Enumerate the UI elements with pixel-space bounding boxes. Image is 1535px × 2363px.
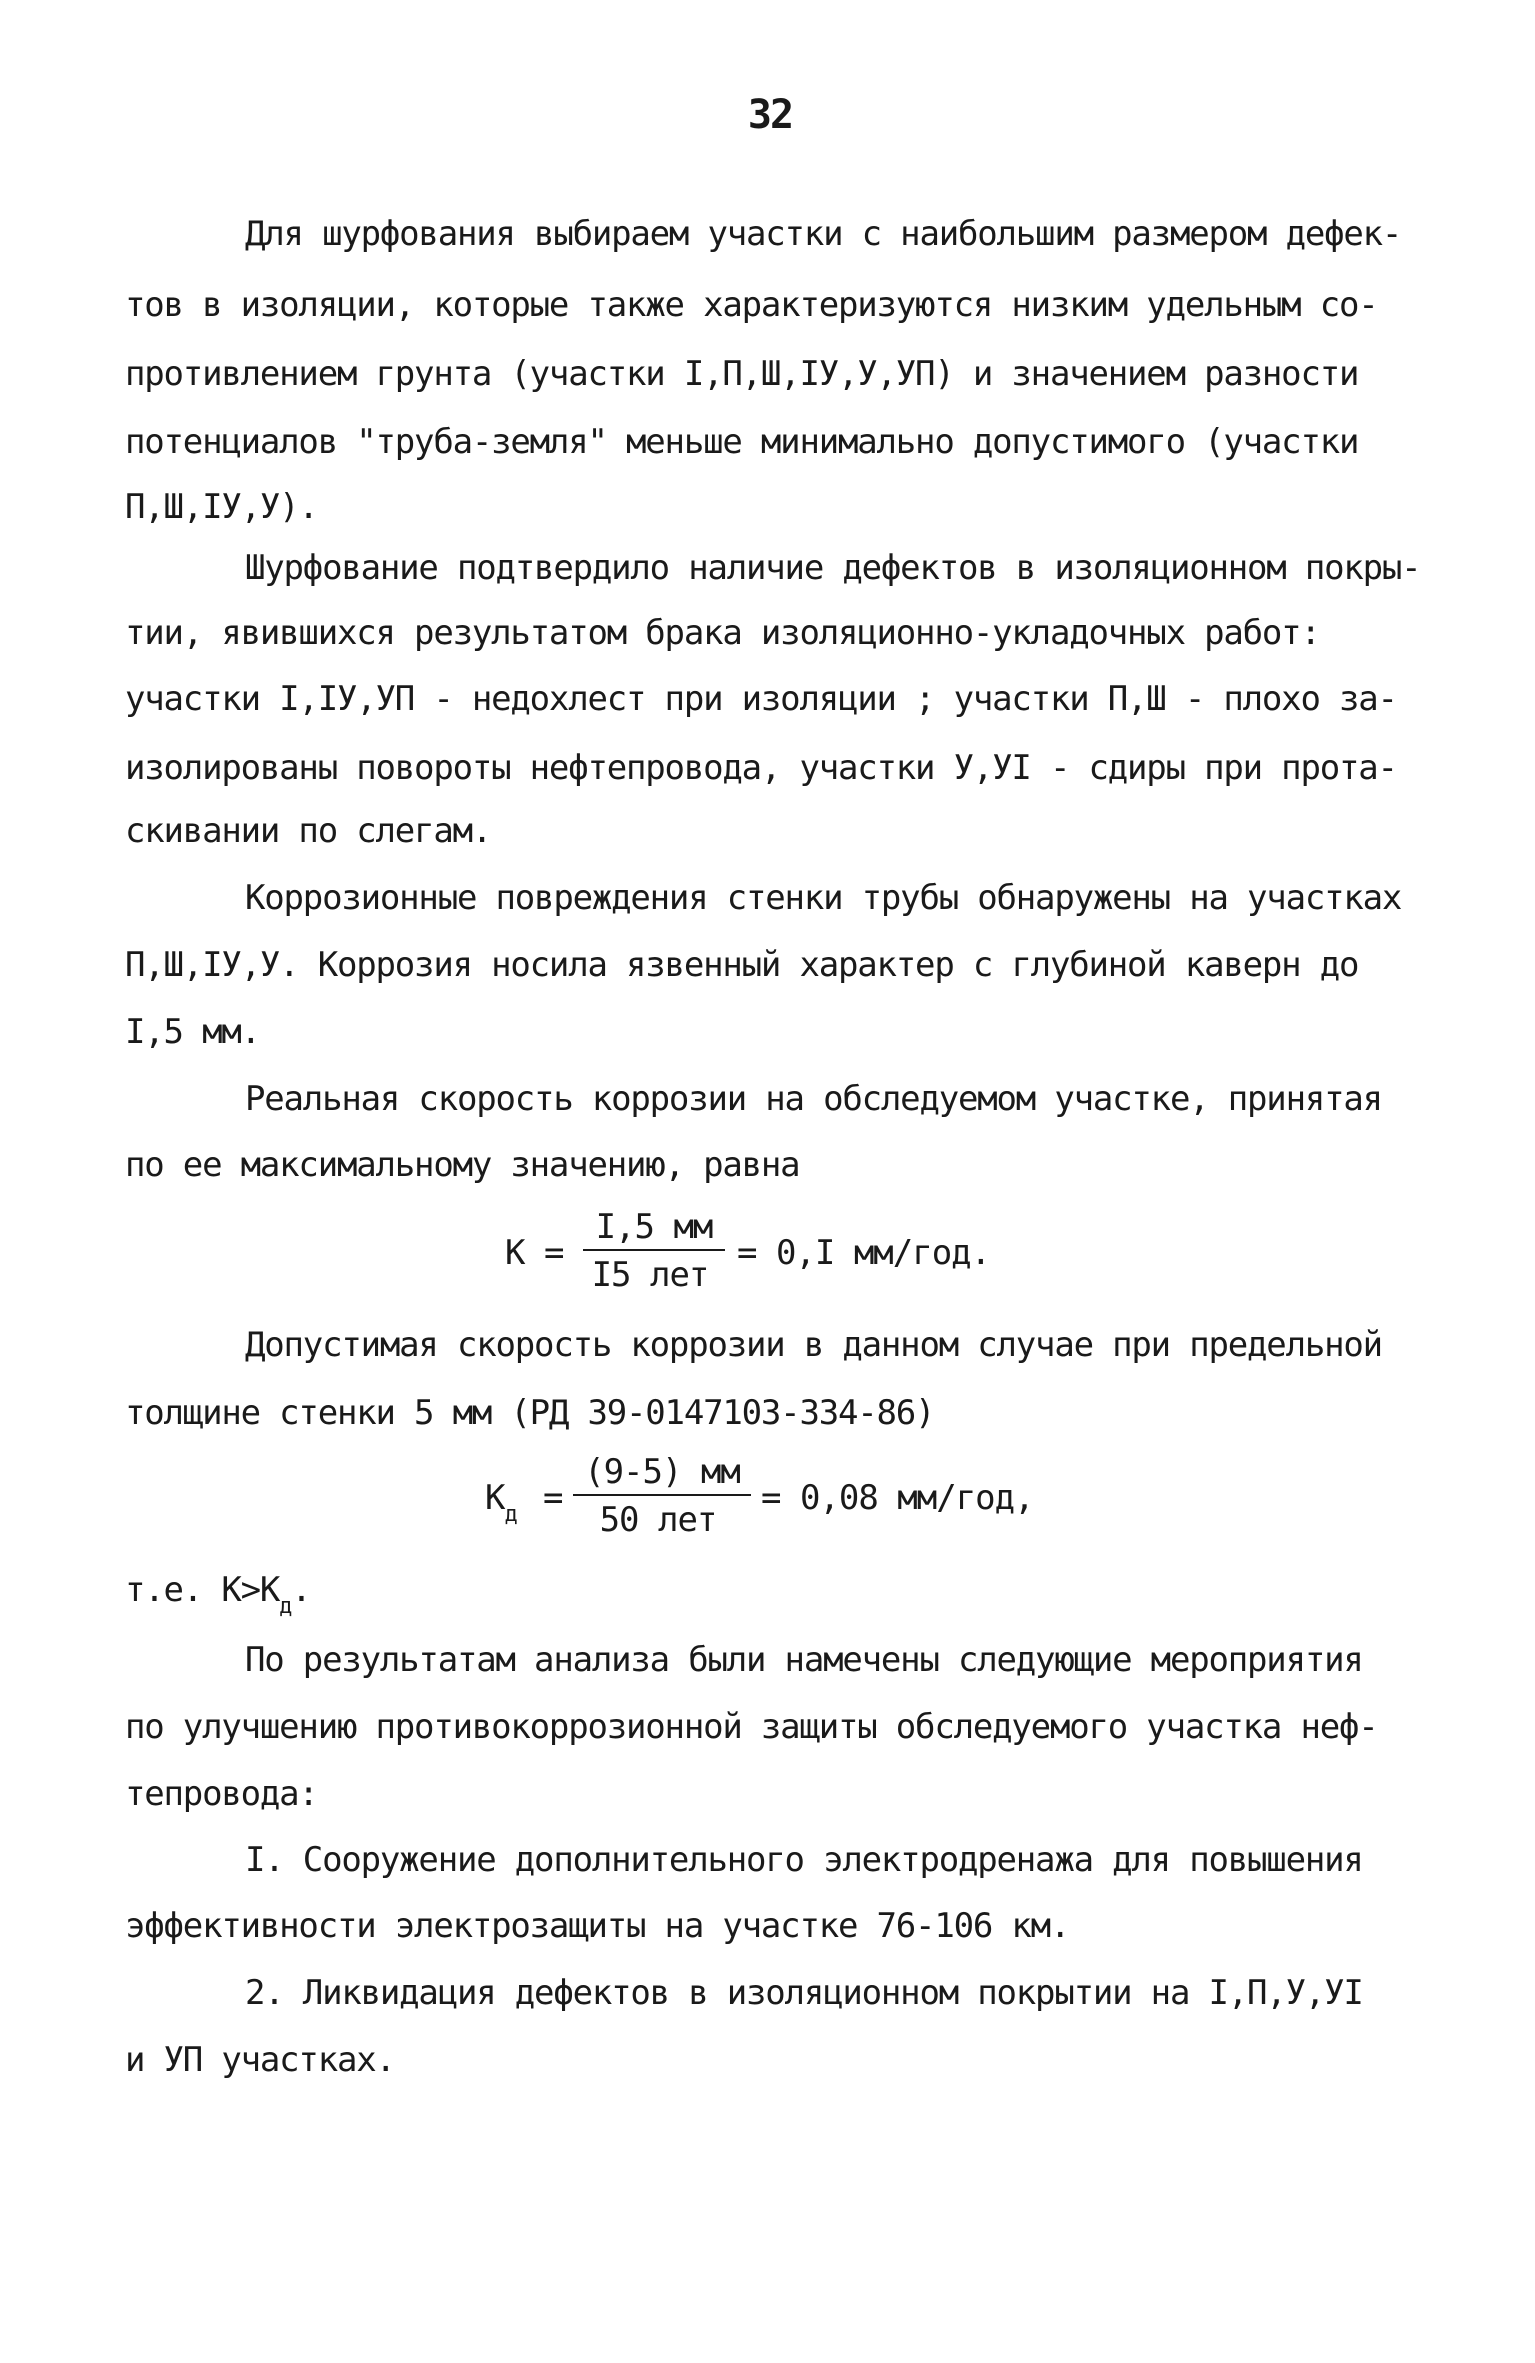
- paragraph-3-line-3: I,5 мм.: [125, 1012, 260, 1052]
- measure-1-line-1: I. Сооружение дополнительного электродренажа для повышения: [245, 1840, 1363, 1880]
- formula-allowable-rate: [485, 1452, 1105, 1542]
- paragraph-2-line-2: тии, явившихся результатом брака изоляционно-укладочных работ:: [125, 613, 1320, 653]
- formula-2-lhs: [485, 1478, 517, 1527]
- formula-1-numerator: I,5 мм: [583, 1207, 725, 1251]
- formula-corrosion-rate: [505, 1207, 1065, 1297]
- paragraph-6-line-2: по улучшению противокоррозионной защиты обследуемого участка неф-: [125, 1707, 1378, 1747]
- paragraph-2-line-1: Шурфование подтвердило наличие дефектов в изоляционном покры-: [245, 548, 1421, 588]
- conclusion-subscript: д: [279, 1594, 292, 1619]
- formula-2-rhs: = 0,08 мм/год,: [761, 1478, 1034, 1518]
- measure-2-line-1: 2. Ликвидация дефектов в изоляционном покрытии на I,П,У,УI: [245, 1973, 1363, 2013]
- paragraph-1-line-4: потенциалов "труба-земля" меньше минимально допустимого (участки: [125, 422, 1359, 462]
- paragraph-2-line-4: изолированы повороты нефтепровода, участки У,УI - сдиры при прота-: [125, 748, 1397, 788]
- formula-2-numerator: (9-5) мм: [573, 1452, 751, 1496]
- formula-2-denominator: 50 лет: [599, 1500, 717, 1540]
- paragraph-5-line-1: Допустимая скорость коррозии в данном случае при предельной: [245, 1325, 1382, 1365]
- paragraph-3-line-1: Коррозионные повреждения стенки трубы обнаружены на участках: [245, 878, 1402, 918]
- measure-2-line-2: и УП участках.: [125, 2040, 395, 2080]
- paragraph-4-line-1: Реальная скорость коррозии на обследуемом участке, принятая: [245, 1079, 1382, 1119]
- paragraph-4-line-2: по ее максимальному значению, равна: [125, 1145, 800, 1185]
- paragraph-1-line-1: Для шурфования выбираем участки с наибольшим размером дефек-: [245, 214, 1402, 254]
- formula-1-lhs: К =: [505, 1233, 564, 1273]
- formula-2-subscript: д: [504, 1502, 517, 1527]
- paragraph-2-line-5: скивании по слегам.: [125, 811, 492, 851]
- formula-1-rhs: = 0,I мм/год.: [737, 1233, 991, 1273]
- measure-1-line-2: эффективности электрозащиты на участке 76-106 км.: [125, 1906, 1070, 1946]
- conclusion-suffix: .: [291, 1570, 311, 1610]
- formula-1-denominator: I5 лет: [591, 1255, 709, 1295]
- paragraph-3-line-2: П,Ш,IУ,У. Коррозия носила язвенный характер с глубиной каверн до: [125, 945, 1359, 985]
- formula-2-equals: =: [543, 1478, 563, 1518]
- paragraph-2-line-3: участки I,IУ,УП - недохлест при изоляции ; участки П,Ш - плохо за-: [125, 679, 1397, 719]
- formula-2-symbol: К: [485, 1478, 505, 1518]
- paragraph-1-line-5: П,Ш,IУ,У).: [125, 487, 318, 527]
- conclusion-line: [125, 1570, 1445, 1619]
- paragraph-1-line-3: противлением грунта (участки I,П,Ш,IУ,У,УП) и значением разности: [125, 354, 1359, 394]
- paragraph-5-line-2: толщине стенки 5 мм (РД 39-0147103-334-86): [125, 1393, 935, 1433]
- conclusion-symbol: К: [259, 1570, 280, 1610]
- conclusion-prefix: т.е. К>: [125, 1570, 260, 1610]
- paragraph-6-line-3: тепровода:: [125, 1774, 318, 1814]
- paragraph-1-line-2: тов в изоляции, которые также характеризуются низким удельным со-: [125, 285, 1378, 325]
- paragraph-6-line-1: По результатам анализа были намечены следующие мероприятия: [245, 1640, 1363, 1680]
- page-number: 32: [747, 92, 793, 138]
